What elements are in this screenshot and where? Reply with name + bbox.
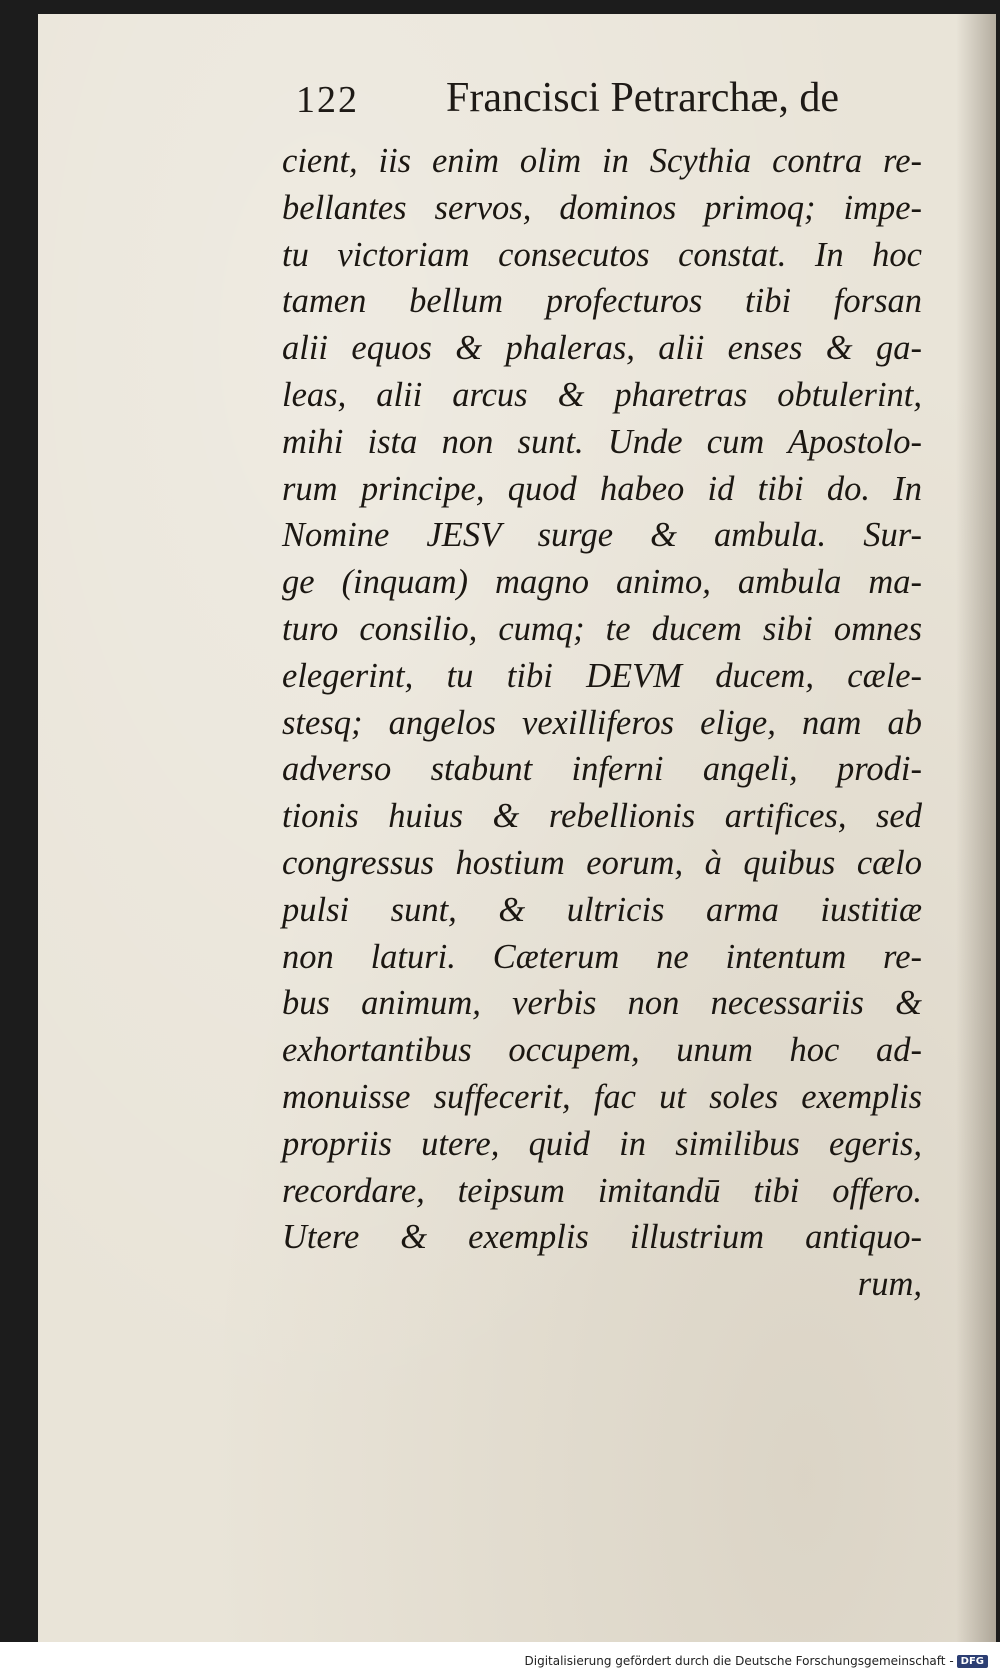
credit-text: Digitalisierung gefördert durch die Deutsche Forschungsgemeinschaft - [524,1654,954,1668]
text-line: recordare, teipsum imitandū tibi offero. [282,1171,922,1210]
page-edge-shadow [956,14,996,1642]
digitization-credit [525,1654,989,1668]
text-line: tamen bellum profecturos tibi forsan [282,282,922,321]
text-line: bus animum, verbis non necessariis & [282,984,922,1023]
text-line: Nomine JESV surge & ambula. Sur- [282,516,922,555]
text-line: exhortantibus occupem, unum hoc ad- [282,1031,922,1070]
text-line: cient, iis enim olim in Scythia contra re- [282,142,922,180]
text-line: elegerint, tu tibi DEVM ducem, cæle- [282,656,922,695]
page-header [296,75,876,134]
catchword: rum, [857,1265,922,1304]
text-line: propriis utere, quid in similibus egeris, [282,1124,922,1163]
text-line: tu victoriam consecutos constat. In hoc [282,235,922,274]
running-title: Francisci Petrarchæ, de [446,75,840,121]
text-line: monuisse suffecerit, fac ut soles exemplis [282,1077,922,1116]
text-line: ge (inquam) magno animo, ambula ma- [282,563,922,602]
text-line: mihi ista non sunt. Unde cum Apostolo- [282,422,922,461]
text-line: turo consilio, cumq; te ducem sibi omnes [282,609,922,648]
page-number: 122 [296,79,359,121]
body-text [282,138,922,1308]
dfg-logo: DFG [957,1655,988,1668]
text-line: adverso stabunt inferni angeli, prodi- [282,750,922,789]
text-line: Utere & exemplis illustrium antiquo- [282,1218,922,1257]
text-line: tionis huius & rebellionis artifices, sed [282,797,922,836]
text-line: leas, alii arcus & pharetras obtulerint, [282,375,922,414]
text-line: stesq; angelos vexilliferos elige, nam ab [282,703,922,742]
text-line: congressus hostium eorum, à quibus cælo [282,843,922,882]
text-line: bellantes servos, dominos primoq; impe- [282,188,922,227]
text-line: pulsi sunt, & ultricis arma iustitiæ [282,890,922,929]
text-line: rum principe, quod habeo id tibi do. In [282,469,922,508]
text-line: non laturi. Cæterum ne intentum re- [282,937,922,976]
text-line: alii equos & phaleras, alii enses & ga- [282,329,922,368]
